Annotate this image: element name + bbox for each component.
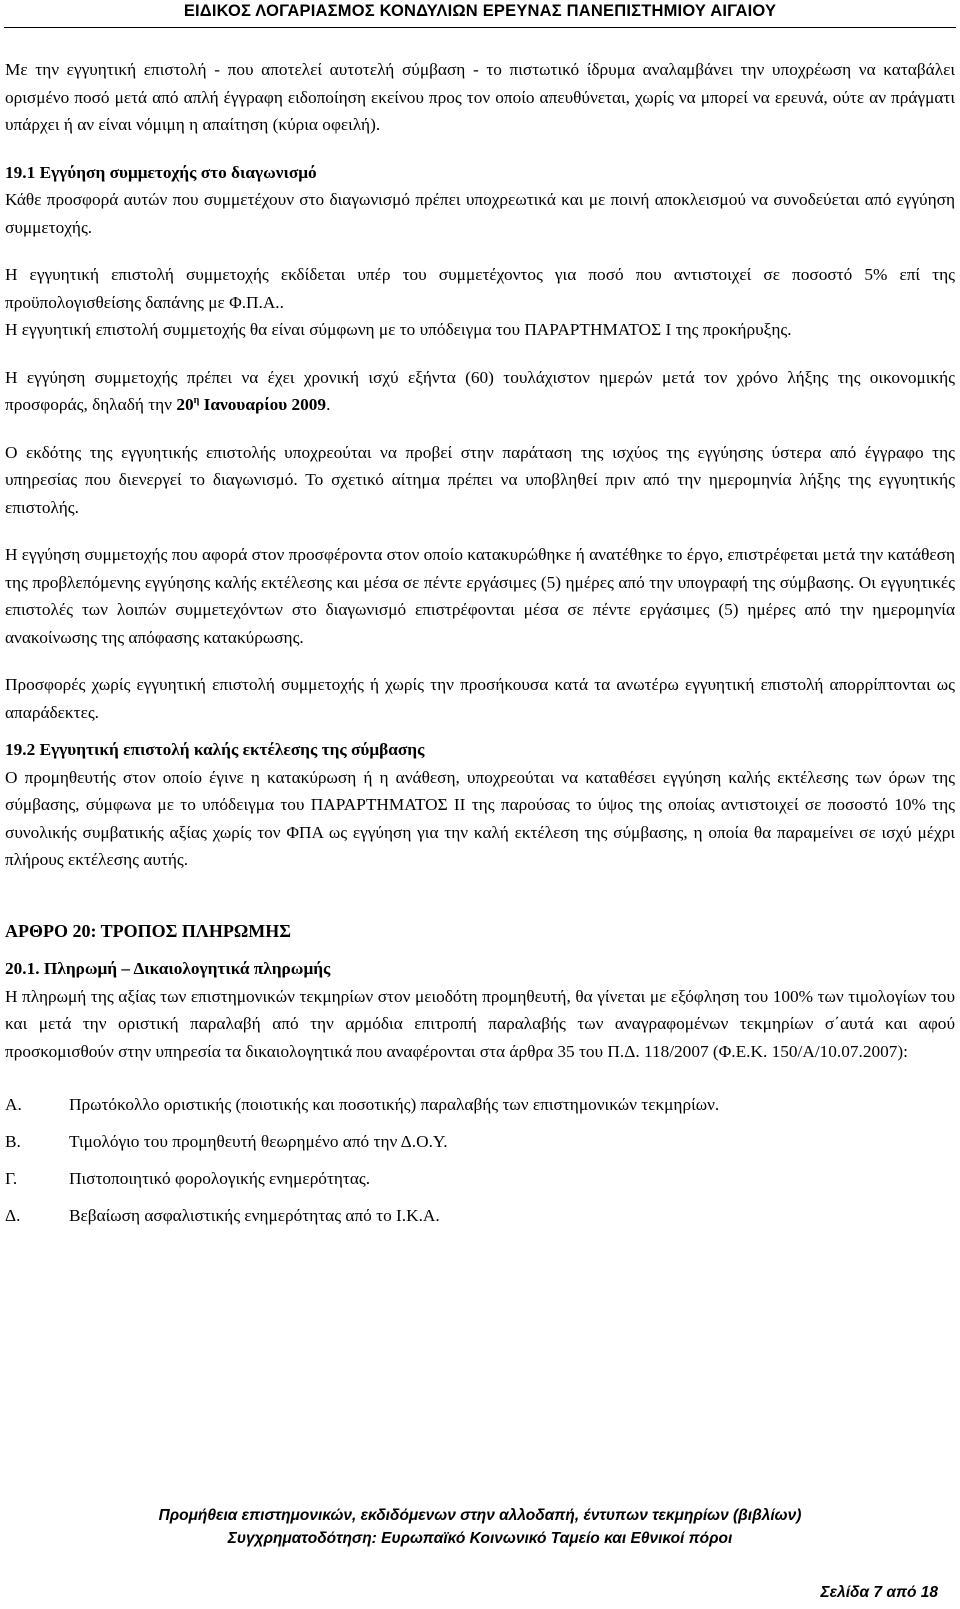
list-item-letter: Δ.	[5, 1206, 21, 1225]
section-19-2-heading: 19.2 Εγγυητική επιστολή καλής εκτέλεσης της σύμβασης	[5, 740, 425, 759]
payment-documents-list	[5, 1091, 955, 1239]
list-item	[5, 1128, 955, 1165]
section-19-1-paragraph-6: Προσφορές χωρίς εγγυητική επιστολή συμμετοχής ή χωρίς την προσήκουσα κατά τα ανωτέρω εγγυητική επιστολή απορρίπτονται ως απαράδεκτες.	[5, 675, 955, 722]
page-number: Σελίδα 7 από 18	[820, 1584, 938, 1601]
header-divider	[4, 27, 956, 28]
section-19-1-heading: 19.1 Εγγύηση συμμετοχής στο διαγωνισμό	[5, 162, 317, 182]
footer-project-title: Προμήθεια επιστημονικών, εκδιδόμενων στην αλλοδαπή, έντυπων τεκμηρίων (βιβλίων)	[158, 1507, 802, 1524]
section-20-1-paragraph: Η πληρωμή της αξίας των επιστημονικών τεκμηρίων στον μειοδότη προμηθευτή, θα γίνεται με εξόφληση του 100% των τιμολογίων του και μετά την οριστική παραλαβή από την αρμόδια επιτροπή παραλαβής των αναγραφομένων τεκμηρίων σ΄αυτά και αφού προσκομισθούν στην υπηρεσία τα δικαιολογητικά που αναφέρονται στα άρθρα 35 του Π.Δ. 118/2007 (Φ.Ε.Κ. 150/Α/10.07.2007):	[5, 986, 955, 1061]
section-19-1-paragraph-5: Η εγγύηση συμμετοχής που αφορά στον προσφέροντα στον οποίο κατακυρώθηκε ή ανατέθηκε το έργο, επιστρέφεται μετά την κατάθεση της προβλεπόμενης εγγύησης καλής εκτέλεσης και μέσα σε πέντε εργάσιμες (5) ημέρες από την υπογραφή της σύμβασης. Οι εγγυητικές επιστολές των λοιπών συμμετεχόντων στο διαγωνισμό επιστρέφονται μέσα σε πέντε εργάσιμες (5) ημέρες από την ημερομηνία ανακοίνωσης της απόφασης κατακύρωσης.	[5, 545, 955, 647]
section-19-1-paragraph-2b: Η εγγυητική επιστολή συμμετοχής θα είναι σύμφωνη με το υπόδειγμα του ΠΑΡΑΡΤΗΜΑΤΟΣ Ι της προκήρυξης.	[5, 320, 792, 339]
section-20-1-heading: 20.1. Πληρωμή – Δικαιολογητικά πληρωμής	[5, 959, 331, 978]
section-19-1-paragraph-4: Ο εκδότης της εγγυητικής επιστολής υποχρεούται να προβεί στην παράταση της ισχύος της εγγύησης ύστερα από έγγραφο της υπηρεσίας που διενεργεί το διαγωνισμό. Το σχετικό αίτημα πρέπει να υποβληθεί πριν από την ημερομηνία λήξης της εγγυητικής επιστολής.	[5, 442, 955, 517]
list-item-text: Πρωτόκολλο οριστικής (ποιοτικής και ποσοτικής) παραλαβής των επιστημονικών τεκμηρίων.	[69, 1095, 720, 1114]
document-footer	[0, 1504, 960, 1550]
list-item-text: Τιμολόγιο του προμηθευτή θεωρημένο από την Δ.Ο.Υ.	[69, 1132, 448, 1151]
list-item	[5, 1165, 955, 1202]
section-19-1-paragraph-1: Κάθε προσφορά αυτών που συμμετέχουν στο διαγωνισμό πρέπει υποχρεωτικά και με ποινή αποκλεισμού να συνοδεύεται από εγγύηση συμμετοχής.	[5, 190, 955, 237]
document-header: ΕΙΔΙΚΟΣ ΛΟΓΑΡΙΑΣΜΟΣ ΚΟΝΔΥΛΙΩΝ ΕΡΕΥΝΑΣ ΠΑΝΕΠΙΣΤΗΜΙΟΥ ΑΙΓΑΙΟΥ	[183, 2, 777, 20]
section-19-1-paragraph-3: Η εγγύηση συμμετοχής πρέπει να έχει χρονική ισχύ εξήντα (60) τουλάχιστον ημερών μετά τον χρόνο λήξης της οικονομικής προσφοράς, δηλαδή την $20^\eta$ Ιανουαρίου 2009.	[5, 367, 955, 414]
validity-text: Η εγγύηση συμμετοχής πρέπει να έχει χρονική ισχύ εξήντα (60) τουλάχιστον ημερών μετά τον χρόνο λήξης της οικονομικής προσφοράς, δηλαδή την	[5, 367, 955, 414]
list-item	[5, 1202, 955, 1239]
list-item	[5, 1091, 955, 1128]
article-20-heading: ΑΡΘΡΟ 20: ΤΡΟΠΟΣ ΠΛΗΡΩΜΗΣ	[5, 920, 292, 941]
section-19-2-paragraph: Ο προμηθευτής στον οποίο έγινε η κατακύρωση ή η ανάθεση, υποχρεούται να καταθέσει εγγύηση καλής εκτέλεσης των όρων της σύμβασης, σύμφωνα με το υπόδειγμα του ΠΑΡΑΡΤΗΜΑΤΟΣ ΙΙ της παρούσας το ύψος της οποίας αντιστοιχεί σε ποσοστό 10% της συνολικής συμβατικής αξίας χωρίς τον ΦΠΑ ως εγγύηση για την καλή εκτέλεση της σύμβασης, η οποία θα παραμείνει σε ισχύ μέχρι πλήρους εκτέλεσης αυτής.	[5, 767, 955, 869]
list-item-letter: Β.	[5, 1132, 21, 1151]
document-body	[5, 56, 955, 1239]
list-item-letter: Γ.	[5, 1169, 18, 1188]
footer-funding: Συγχρηματοδότηση: Ευρωπαϊκό Κοινωνικό Ταμείο και Εθνικοί πόροι	[227, 1530, 733, 1547]
intro-paragraph: Με την εγγυητική επιστολή - που αποτελεί αυτοτελή σύμβαση - το πιστωτικό ίδρυμα αναλαμβάνει την υποχρέωση να καταβάλει ορισμένο ποσό μετά από απλή έγγραφη ειδοποίηση εκείνου προς τον οποίο απευθύνεται, χωρίς να μπορεί να ερευνά, ούτε αν πράγματι υπάρχει ή αν είναι νόμιμη η απαίτηση (κύρια οφειλή).	[5, 60, 955, 134]
list-item-letter: Α.	[5, 1095, 22, 1114]
list-item-text: Βεβαίωση ασφαλιστικής ενημερότητας από το Ι.Κ.Α.	[69, 1206, 440, 1225]
validity-date: $20^\eta$ Ιανουαρίου 2009	[176, 395, 327, 414]
list-item-text: Πιστοποιητικό φορολογικής ενημερότητας.	[69, 1169, 371, 1188]
section-19-1-paragraph-2a: Η εγγυητική επιστολή συμμετοχής εκδίδεται υπέρ του συμμετέχοντος για ποσό που αντιστοιχεί σε ποσοστό 5% επί της προϋπολογισθείσης δαπάνης με Φ.Π.Α..	[5, 265, 955, 312]
